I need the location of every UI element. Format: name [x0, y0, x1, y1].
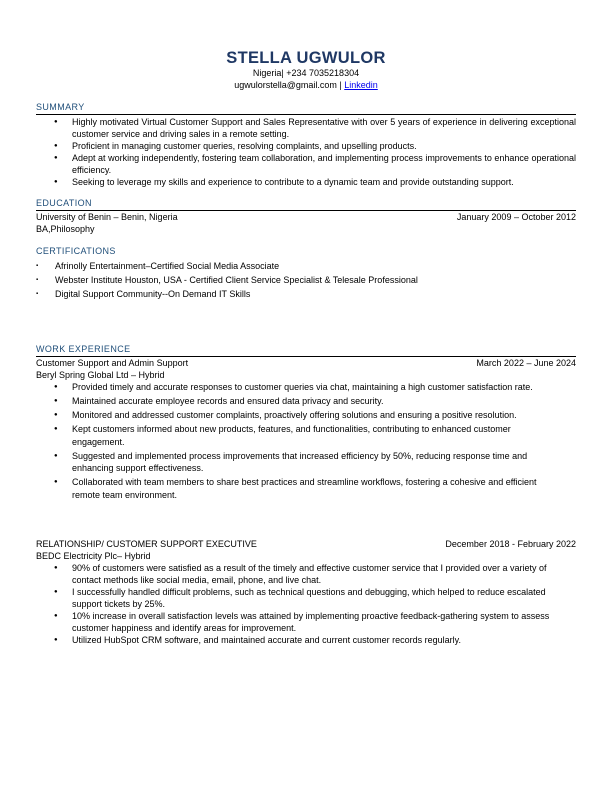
- certification-item: ▪ Afrinolly Entertainment–Certified Social Media Associate: [36, 260, 576, 272]
- certification-item: ▪ Digital Support Community--On Demand IT Skills: [36, 288, 576, 300]
- job-dates: December 2018 - February 2022: [445, 539, 576, 549]
- job-item: ● Provided timely and accurate responses to customer queries via chat, maintaining a high customer satisfaction rate.: [36, 381, 541, 394]
- job-item: ● Monitored and addressed customer complaints, proactively offering solutions and ensuring a positive resolution.: [36, 409, 612, 422]
- certification-item: ▪ Webster Institute Houston, USA - Certified Client Service Specialist & Telesale Professional: [36, 274, 576, 286]
- summary-section: [36, 102, 576, 188]
- job-company: BEDC Electricity Plc– Hybrid: [36, 551, 151, 561]
- work-experience-section: [36, 344, 576, 503]
- job-item: ● Collaborated with team members to share best practices and streamline workflows, fostering a cohesive and efficient remote team environment.: [36, 476, 541, 501]
- section-heading: EDUCATION: [36, 198, 576, 211]
- location-phone: Nigeria| +234 7035218304: [252, 68, 360, 78]
- job-dates: March 2022 – June 2024: [476, 358, 576, 368]
- job-item: ● I successfully handled difficult problems, such as technical questions and debugging, which helped to reduce escalated support tickets by 25%.: [36, 586, 576, 610]
- email: ugwulorstella@gmail.com: [234, 80, 337, 90]
- school: University of Benin – Benin, Nigeria: [36, 212, 178, 222]
- job-item: ● Suggested and implemented process improvements that increased efficiency by 50%, reducing response time and enhancing support effectiveness.: [36, 450, 541, 475]
- education-section: [36, 198, 576, 235]
- job-item: ● 90% of customers were satisfied as a result of the timely and effective customer service that I provided over a variety of contact methods like social media, email, phone, and live chat.: [36, 562, 576, 586]
- section-heading: SUMMARY: [36, 102, 576, 115]
- degree: BA,Philosophy: [36, 224, 95, 234]
- summary-item: ● Adept at working independently, fostering team collaboration, and implementing process improvements to enhance operational efficiency.: [36, 152, 576, 176]
- job-item: ● Kept customers informed about new products, features, and functionalities, contributing to enhanced customer engagement.: [36, 423, 541, 448]
- separator: |: [336, 80, 345, 90]
- job-role: Customer Support and Admin Support: [36, 358, 189, 368]
- certifications-section: [36, 246, 576, 302]
- summary-item: ● Highly motivated Virtual Customer Support and Sales Representative with over 5 years of experience in delivering exceptional customer service and driving sales in a remote setting.: [36, 116, 576, 140]
- candidate-name: STELLA UGWULOR: [226, 49, 386, 67]
- summary-item: ● Proficient in managing customer queries, resolving complaints, and upselling products.: [36, 140, 576, 152]
- job-bedc: [36, 538, 576, 646]
- education-dates: January 2009 – October 2012: [456, 212, 576, 222]
- section-heading: WORK EXPERIENCE: [36, 344, 576, 357]
- job-item: ● Utilized HubSpot CRM software, and maintained accurate and current customer records regularly.: [36, 634, 576, 646]
- linkedin-link[interactable]: Linkedin: [344, 80, 378, 90]
- job-role: RELATIONSHIP/ CUSTOMER SUPPORT EXECUTIVE: [36, 539, 257, 549]
- contact-line: [0, 79, 612, 91]
- job-item: ● Maintained accurate employee records and ensured data privacy and security.: [36, 395, 541, 408]
- summary-item: ● Seeking to leverage my skills and experience to contribute to a dynamic team and provide outstanding support.: [36, 176, 576, 188]
- section-heading: CERTIFICATIONS: [36, 246, 116, 256]
- job-item: ● 10% increase in overall satisfaction levels was attained by implementing proactive feedback-gathering system to assess customer happiness and identify areas for improvement.: [36, 610, 576, 634]
- job-company: Beryl Spring Global Ltd – Hybrid: [36, 370, 165, 380]
